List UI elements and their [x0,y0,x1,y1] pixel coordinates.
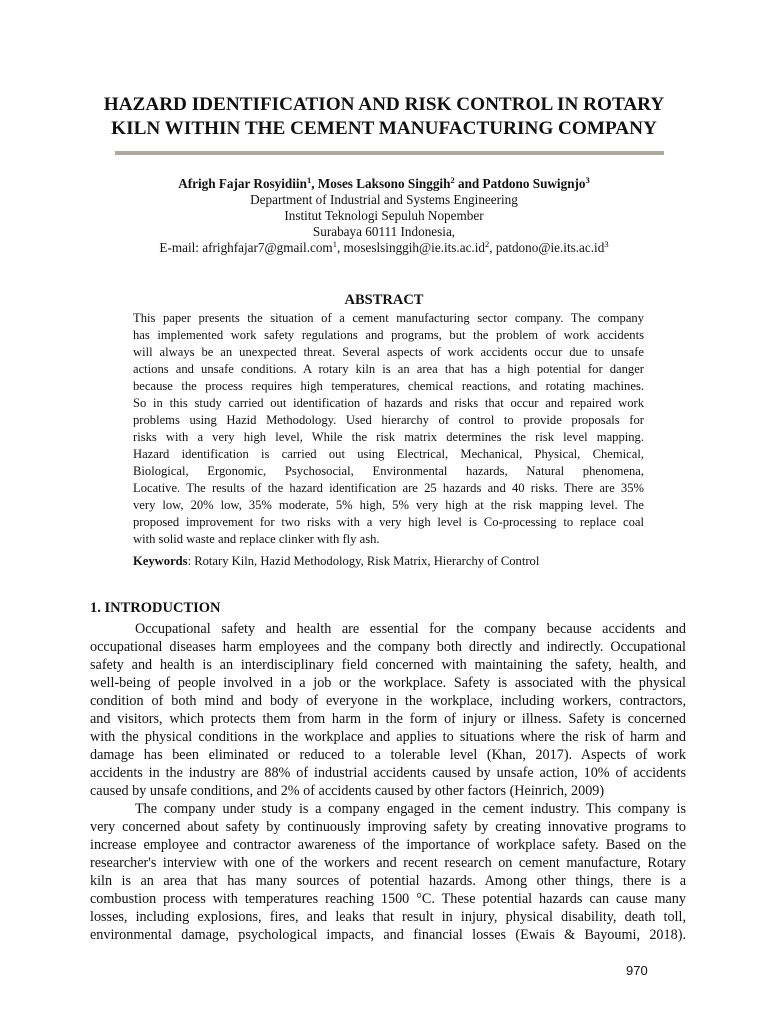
paper-title-line-1: HAZARD IDENTIFICATION AND RISK CONTROL IN ROTARY [103,94,665,115]
abstract-line: actions and unsafe conditions. A rotary kiln is an area that has a high potential for danger [133,362,644,376]
abstract-line: Biological, Ergonomic, Psychosocial, Environmental hazards, Natural phenomena, [133,464,644,478]
author-separator: , [311,176,318,191]
author-affiliation-mark: 1 [306,175,312,185]
email-prefix: E-mail: [159,240,203,255]
author-name: Patdono Suwignjo [482,176,586,191]
email-address[interactable]: moseslsinggih@ie.its.ac.id [343,240,485,255]
body-line: occupational diseases harm employees and the company both directly and indirectly. Occupational [90,639,686,655]
email-separator: , [489,240,496,255]
body-line: increase employee and contractor awareness of the importance of workplace safety. Based on the [90,837,686,853]
keywords-text: : Rotary Kiln, Hazid Methodology, Risk Matrix, Hierarchy of Control [187,554,540,568]
abstract-line: has implemented work safety regulations and programs, but the problem of work accidents [133,328,644,342]
body-line: Occupational safety and health are essential for the company because accidents and [135,621,686,637]
body-line: environmental damage, psychological impacts, and financial losses (Ewais & Bayoumi, 2018). [90,927,686,943]
abstract-line: proposed improvement for two risks with a very high level is Co-processing to replace coal [133,515,644,529]
abstract-line: risks with a very high level, While the risk matrix determines the risk level mapping. [133,430,644,444]
email-affiliation-mark: 1 [332,239,337,249]
author-affiliation-mark: 2 [450,175,455,185]
abstract-line: because the process requires high temperatures, chemical reactions, and rotating machines. [133,379,644,393]
affiliation-department: Department of Industrial and Systems Engineering [250,192,518,207]
email-separator: , [336,240,344,255]
author-name: Afrigh Fajar Rosyidiin [178,176,307,191]
body-line: and visitors, which protects them from harm in the form of injury or illness. Safety is concerned [90,711,686,727]
keywords [133,553,644,570]
body-line: caused by unsafe conditions, and 2% of accidents caused by other factors (Heinrich, 2009) [90,783,605,799]
author-list [80,176,688,192]
keywords-label: Keywords [133,554,188,568]
abstract-line: So in this study carried out identification of hazards and risks that occur and repaired work [133,396,644,410]
body-line: safety and health is an interdisciplinary field concerned with maintaining the safety, health, and [90,657,686,673]
body-line: damage has been eliminated or reduced to a tolerable level (Khan, 2017). Aspects of work [90,747,686,763]
abstract-line: will always be an unexpected threat. Several aspects of work accidents occur due to unsafe [133,345,644,359]
abstract-line: with solid waste and replace clinker with fly ash. [133,532,380,546]
abstract-heading: ABSTRACT [344,292,424,308]
body-line: very concerned about safety by continuously improving safety by creating innovative programs to [90,819,686,835]
email-address[interactable]: patdono@ie.its.ac.id [495,240,605,255]
author-affiliation-mark: 3 [585,175,590,185]
body-line: kiln is an area that has many sources of potential hazards. Among other things, there is a [90,873,686,889]
body-line: well-being of people involved in a job or the workplace. Safety is associated with the physical [90,675,686,691]
email-affiliation-mark: 3 [604,239,609,249]
paper-title [80,93,688,141]
affiliation-institute: Institut Teknologi Sepuluh Nopember [284,208,484,223]
body-line: combustion process with temperatures reaching 1500 °C. These potential hazards can cause many [90,891,686,907]
body-line: condition of both mind and body of everyone in the workplace, including workers, contractors, [90,693,686,709]
section-heading-introduction: 1. INTRODUCTION [90,600,221,616]
author-name: Moses Laksono Singgih [317,176,451,191]
author-separator: and [454,176,483,191]
body-line: researcher's interview with one of the workers and recent research on cement manufacture, Rotary [90,855,686,871]
abstract-line: Hazard identification is carried out using Electrical, Mechanical, Physical, Chemical, [133,447,644,461]
affiliation-city: Surabaya 60111 Indonesia, [312,224,456,239]
body-line: with the physical conditions in the workplace and applies to situations where the risk of harm and [90,729,686,745]
affiliation-emails [80,240,688,256]
body-line: accidents in the industry are 88% of industrial accidents caused by unsafe action, 10% of accidents [90,765,686,781]
email-affiliation-mark: 2 [485,239,490,249]
abstract-line: very low, 20% low, 35% moderate, 5% high, 5% very high at the risk mapping level. The [133,498,644,512]
body-line: The company under study is a company engaged in the cement industry. This company is [135,801,686,817]
abstract-line: Locative. The results of the hazard identification are 25 hazards and 40 risks. There are 35% [133,481,644,495]
abstract-line: problems using Hazid Methodology. Used hierarchy of control to provide proposals for [133,413,644,427]
abstract-line: This paper presents the situation of a cement manufacturing sector company. The company [133,311,644,325]
page-number: 970 [626,963,648,978]
paper-title-line-2: KILN WITHIN THE CEMENT MANUFACTURING COMPANY [111,118,657,139]
email-address[interactable]: afrighfajar7@gmail.com [202,240,333,255]
title-divider [115,151,664,155]
body-line: losses, including explosions, fires, and leaks that result in injury, physical disability, death toll, [90,909,686,925]
